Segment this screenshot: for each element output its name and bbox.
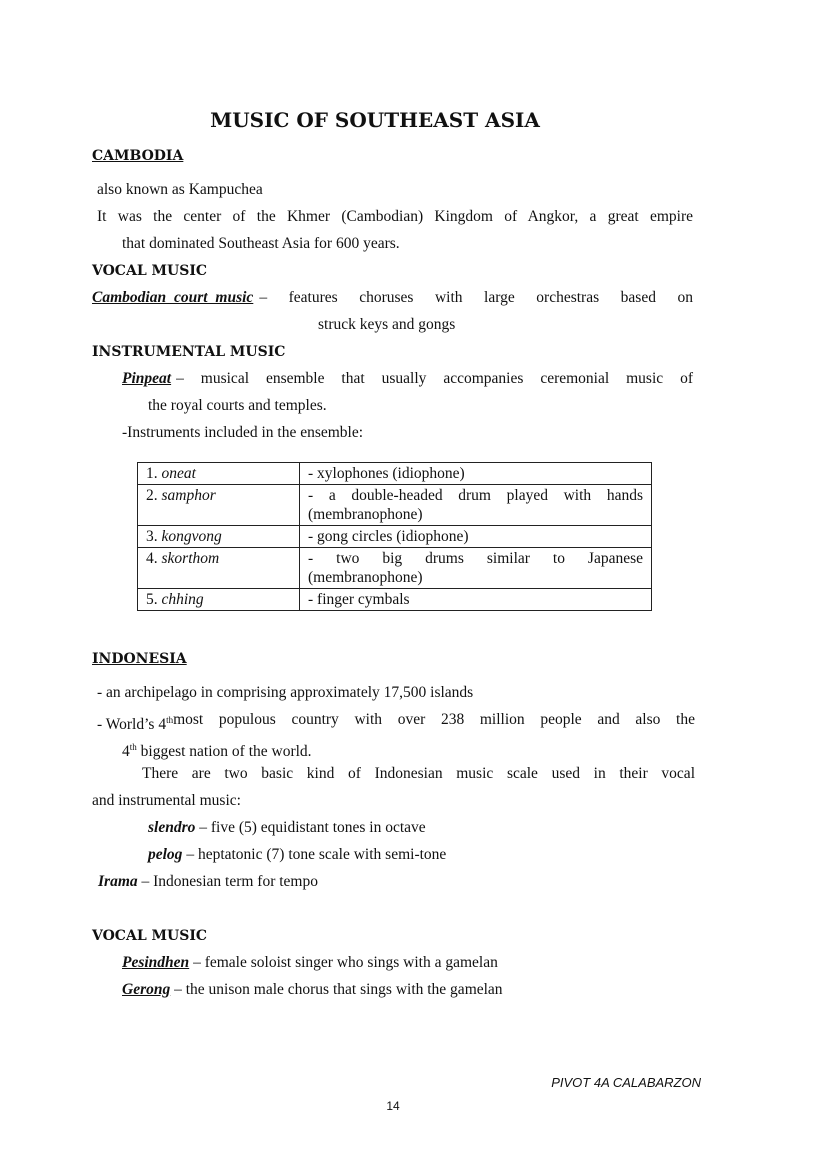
definition: – female soloist singer who sings with a gamelan [193,954,498,971]
indonesia-heading: INDONESIA [92,651,187,667]
item-number: 1. [146,465,158,482]
definition: – heptatonic (7) tone scale with semi-tone [186,846,447,863]
text: 4 [122,743,130,761]
table-row [138,548,652,589]
vocal-music-heading: VOCAL MUSIC [92,928,208,944]
scale-intro-cont: and instrumental music: [92,792,241,809]
page-number: 14 [386,1099,400,1113]
instrument-name-cell [138,548,300,589]
definition: – five (5) equidistant tones in octave [199,819,426,836]
pesindhen-line [122,953,498,973]
definition-cont: struck keys and gongs [318,316,456,333]
term: slendro [148,819,196,836]
text: most populous country with over 238 million people and also the [173,711,695,728]
instruments-intro: -Instruments included in the ensemble: [122,424,364,441]
definition: – Indonesian term for tempo [141,873,318,890]
cambodia-heading: CAMBODIA [92,148,184,164]
indonesia-line [122,737,312,762]
instrument-name: oneat [161,465,196,482]
court-music-line [92,288,693,308]
table-row [138,485,652,526]
indonesia-line [97,710,695,735]
definition: – features choruses with large orchestras based on [259,289,693,306]
text: - World’s 4 [97,716,167,734]
term: Irama [98,873,138,890]
cambodia-line: also known as Kampuchea [97,181,263,198]
instrument-description: - finger cymbals [300,589,652,611]
instrument-name: skorthom [161,550,220,567]
instrument-description: - xylophones (idiophone) [300,463,652,485]
definition: – the unison male chorus that sings with the gamelan [174,981,503,998]
table-row [138,526,652,548]
instrument-name: samphor [161,487,216,504]
item-number: 5. [146,591,158,608]
instrument-description: - two big drums similar to Japanese (membranophone) [300,548,652,589]
gerong-line [122,980,503,1000]
definition: – musical ensemble that usually accompanies ceremonial music of [176,370,693,387]
term: Gerong [122,981,171,998]
item-number: 3. [146,528,158,545]
instrument-description: - gong circles (idiophone) [300,526,652,548]
instrument-name: kongvong [161,528,222,545]
text: biggest nation of the world. [136,743,312,761]
instruments-table [137,462,652,611]
item-number: 2. [146,487,158,504]
superscript: th [129,742,137,752]
footer-text: PIVOT 4A CALABARZON [551,1075,701,1090]
pelog-line [148,845,446,865]
term: Pesindhen [122,954,190,971]
indonesia-line: - an archipelago in comprising approximately 17,500 islands [97,684,474,701]
term: Cambodian court music [92,289,254,306]
pinpeat-line [122,369,693,389]
instrumental-music-heading: INSTRUMENTAL MUSIC [92,344,286,360]
instrument-name-cell [138,589,300,611]
table-row [138,463,652,485]
irama-line [98,872,318,892]
cambodia-line: It was the center of the Khmer (Cambodian) Kingdom of Angkor, a great empire [97,208,693,225]
vocal-music-heading: VOCAL MUSIC [92,263,208,279]
slendro-line [148,818,426,838]
item-number: 4. [146,550,158,567]
term: pelog [148,846,183,863]
instrument-name-cell [138,463,300,485]
instrument-name-cell [138,526,300,548]
table-row [138,589,652,611]
definition-cont: the royal courts and temples. [148,397,327,414]
term: Pinpeat [122,370,172,387]
instrument-name: chhing [161,591,204,608]
cambodia-line: that dominated Southeast Asia for 600 years. [122,235,400,252]
scale-intro: There are two basic kind of Indonesian music scale used in their vocal [142,765,695,782]
instrument-name-cell [138,485,300,526]
page-title: MUSIC OF SOUTHEAST ASIA [210,108,540,132]
superscript: th [166,715,174,725]
instrument-description: - a double-headed drum played with hands (membranophone) [300,485,652,526]
